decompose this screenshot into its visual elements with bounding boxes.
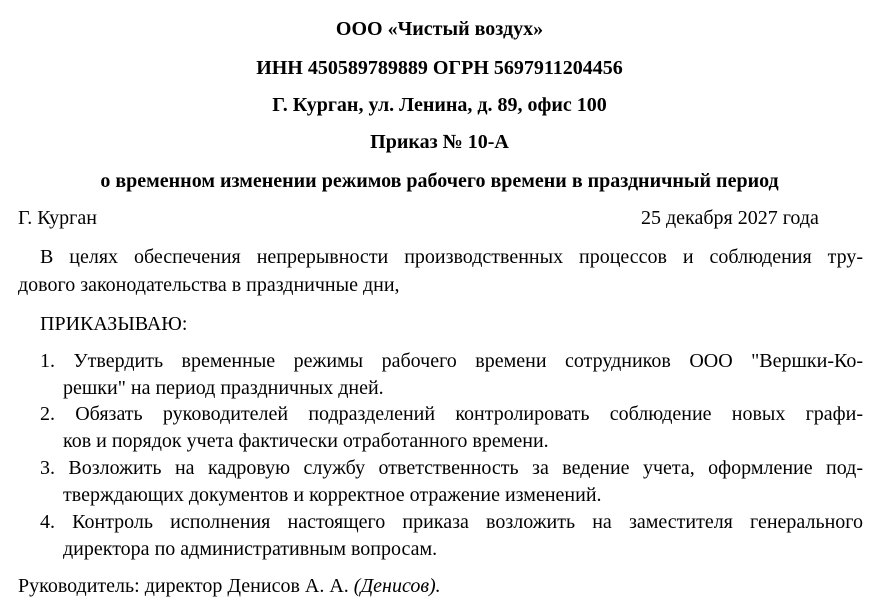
- handwritten-signature: (Денисов).: [353, 575, 441, 597]
- order-number: Приказ № 10-А: [370, 131, 509, 153]
- signature-text: Руководитель: директор Денисов А. А.: [18, 575, 349, 597]
- list-item-2-line-1: 2. Обязать руководителей подразделений контролировать соблюдение новых графи-: [40, 403, 863, 425]
- list-item-3-line-2: тверждающих документов и корректное отражение изменений.: [63, 484, 602, 506]
- order-subject: о временном изменении режимов рабочего времени в праздничный период: [100, 170, 779, 192]
- signature-line: [18, 575, 441, 598]
- company-address: Г. Курган, ул. Ленина, д. 89, офис 100: [272, 94, 607, 116]
- list-item-1-line-1: 1. Утвердить временные режимы рабочего времени сотрудников ООО "Вершки-Ко-: [40, 350, 863, 372]
- list-item-3-line-1: 3. Возложить на кадровую службу ответственность за ведение учета, оформление под-: [40, 457, 863, 479]
- intro-paragraph-line-1: В целях обеспечения непрерывности производственных процессов и соблюдения тру-: [40, 246, 863, 268]
- order-city: Г. Курган: [18, 207, 97, 229]
- intro-paragraph-line-2: дового законодательства в праздничные дни,: [18, 274, 400, 296]
- company-requisites: ИНН 450589789889 ОГРН 5697911204456: [256, 57, 623, 79]
- list-item-1-line-2: решки" на период праздничных дней.: [63, 377, 384, 399]
- company-name: ООО «Чистый воздух»: [335, 18, 544, 40]
- list-item-4-line-1: 4. Контроль исполнения настоящего приказа возложить на заместителя генерального: [40, 511, 863, 533]
- order-word: ПРИКАЗЫВАЮ:: [40, 313, 188, 335]
- list-item-4-line-2: директора по административным вопросам.: [63, 538, 438, 560]
- list-item-2-line-2: ков и порядок учета фактически отработанного времени.: [63, 430, 549, 452]
- order-date: 25 декабря 2027 года: [641, 207, 819, 229]
